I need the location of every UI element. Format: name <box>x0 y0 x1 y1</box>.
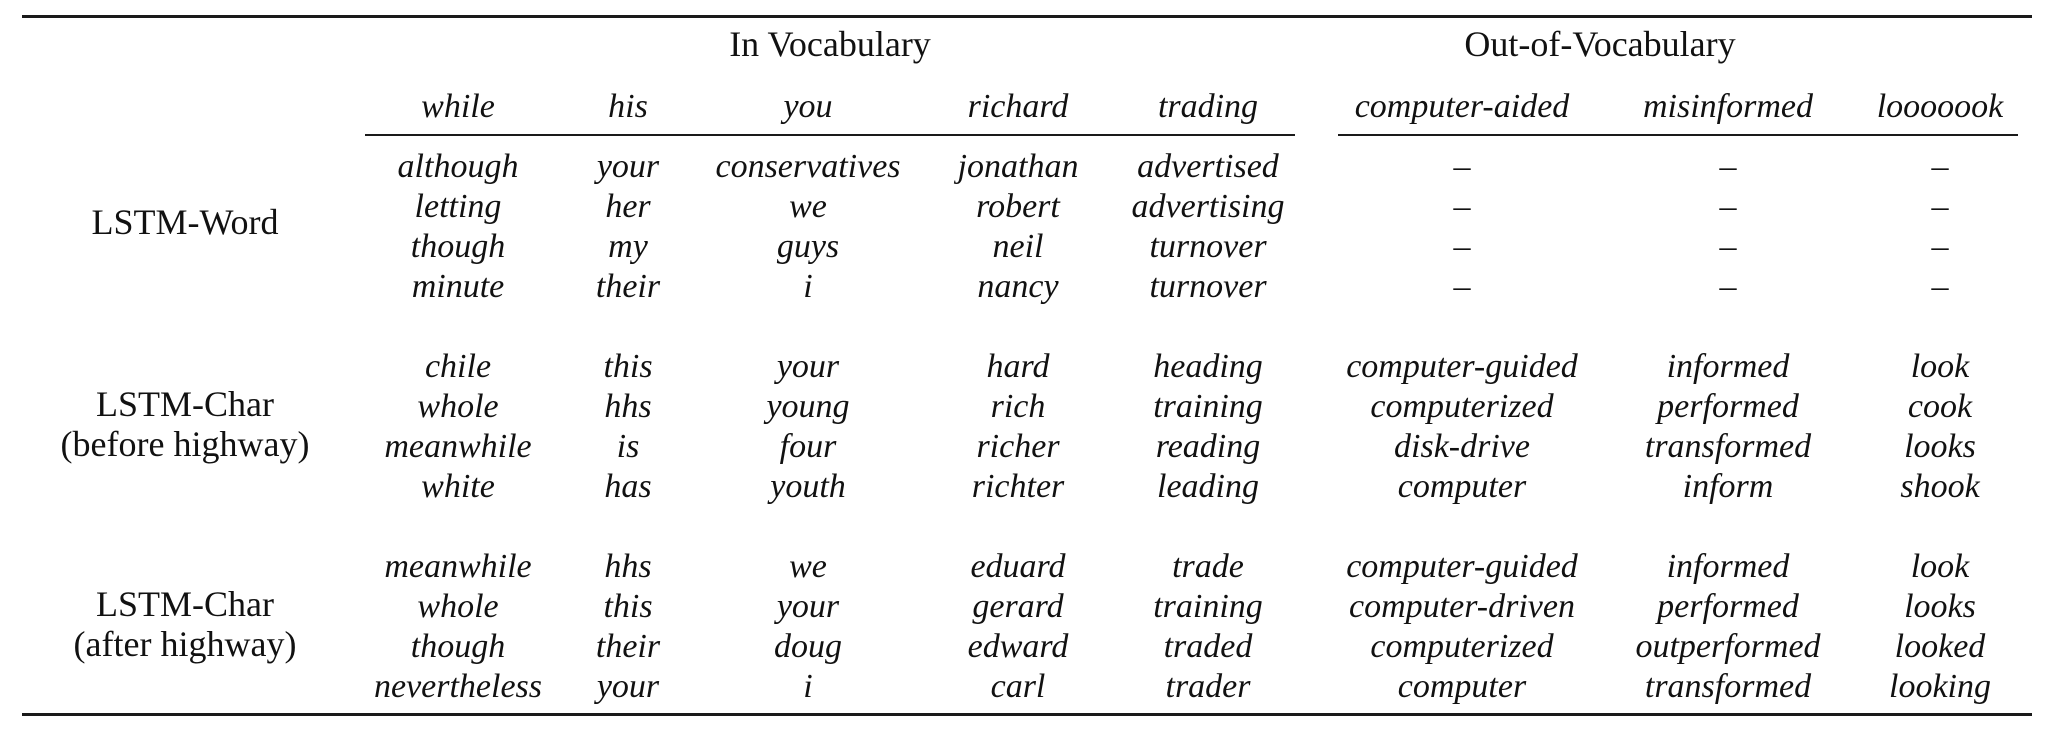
neighbor-word: – <box>1931 148 1949 185</box>
neighbor-word: disk-drive <box>1394 428 1530 465</box>
neighbor-word: my <box>608 228 648 265</box>
column-header: while <box>421 88 495 125</box>
neighbor-word: traded <box>1163 628 1253 665</box>
neighbor-word: computerized <box>1370 388 1554 425</box>
neighbor-word: minute <box>411 268 505 305</box>
neighbor-word: edward <box>967 628 1069 665</box>
neighbor-word: meanwhile <box>384 548 532 585</box>
neighbor-word: computer-driven <box>1349 588 1575 625</box>
neighbor-word: your <box>596 668 660 705</box>
neighbor-word: is <box>616 428 640 465</box>
neighbor-word: reading <box>1155 428 1261 465</box>
neighbor-word: – <box>1453 268 1471 305</box>
neighbor-word: computer-guided <box>1346 548 1578 585</box>
neighbor-word: trader <box>1165 668 1251 705</box>
neighbor-word: your <box>776 588 840 625</box>
neighbor-word: their <box>595 628 661 665</box>
neighbor-word: informed <box>1666 548 1790 585</box>
neighbor-word: conservatives <box>715 148 901 185</box>
neighbor-word: hard <box>986 348 1050 385</box>
neighbor-word: look <box>1910 548 1970 585</box>
neighbor-word: we <box>789 548 827 585</box>
in-vocabulary-rule <box>365 134 1295 136</box>
row-label-line: (before highway) <box>60 424 310 464</box>
neighbor-word: looks <box>1904 588 1976 625</box>
neighbor-word: guys <box>776 228 840 265</box>
neighbor-word: outperformed <box>1635 628 1821 665</box>
bottom-rule <box>22 713 2032 716</box>
neighbor-word: computer-guided <box>1346 348 1578 385</box>
neighbor-word: computer <box>1397 468 1527 505</box>
row-label-line: LSTM-Word <box>91 202 279 242</box>
column-header: trading <box>1157 88 1259 125</box>
oov-rule <box>1338 134 2018 136</box>
neighbor-word: turnover <box>1149 228 1267 265</box>
neighbor-word: eduard <box>970 548 1066 585</box>
neighbor-word: though <box>410 228 506 265</box>
neighbor-word: carl <box>990 668 1046 705</box>
column-group-header: Out-of-Vocabulary <box>1464 24 1736 64</box>
neighbor-word: – <box>1931 228 1949 265</box>
neighbor-word: advertising <box>1131 188 1285 225</box>
neighbor-word: we <box>789 188 827 225</box>
neighbor-word: hhs <box>604 548 652 585</box>
top-rule <box>22 15 2032 18</box>
neighbor-word: youth <box>770 468 846 505</box>
neighbor-word: richer <box>976 428 1060 465</box>
row-label <box>30 202 340 242</box>
neighbor-word: whole <box>417 588 499 625</box>
neighbor-word: trade <box>1172 548 1244 585</box>
neighbor-word: whole <box>417 388 499 425</box>
neighbor-word: gerard <box>972 588 1064 625</box>
neighbor-word: cook <box>1907 388 1973 425</box>
neighbor-word: – <box>1453 228 1471 265</box>
neighbor-word: advertised <box>1137 148 1279 185</box>
neighbor-word: rich <box>990 388 1046 425</box>
neighbor-word: their <box>595 268 661 305</box>
neighbor-word: – <box>1453 188 1471 225</box>
column-header: his <box>608 88 648 125</box>
neighbor-word: doug <box>774 628 842 665</box>
neighbor-word: – <box>1719 268 1737 305</box>
row-label-line: LSTM-Char <box>96 384 274 424</box>
neighbor-word: white <box>421 468 495 505</box>
neighbor-word: look <box>1910 348 1970 385</box>
neighbor-word: – <box>1719 188 1737 225</box>
neighbor-word: looking <box>1889 668 1991 705</box>
neighbor-word: – <box>1931 188 1949 225</box>
neighbor-word: heading <box>1153 348 1263 385</box>
neighbor-word: hhs <box>604 388 652 425</box>
neighbor-word: robert <box>976 188 1060 225</box>
column-header: richard <box>967 88 1069 125</box>
neighbor-word: – <box>1453 148 1471 185</box>
neighbor-word: turnover <box>1149 268 1267 305</box>
row-label-line: (after highway) <box>73 624 297 664</box>
neighbor-word: her <box>605 188 651 225</box>
neighbor-word: this <box>603 348 653 385</box>
neighbor-word: nancy <box>977 268 1059 305</box>
neighbor-word: chile <box>424 348 492 385</box>
row-label <box>30 384 340 464</box>
column-header: computer-aided <box>1354 88 1570 125</box>
neighbor-word: computerized <box>1370 628 1554 665</box>
neighbor-word: jonathan <box>957 148 1079 185</box>
neighbor-word: leading <box>1157 468 1259 505</box>
neighbor-word: – <box>1719 148 1737 185</box>
neighbor-word: looks <box>1904 428 1976 465</box>
neighbor-word: though <box>410 628 506 665</box>
neighbor-word: – <box>1719 228 1737 265</box>
row-label <box>30 584 340 664</box>
neighbor-word: meanwhile <box>384 428 532 465</box>
row-label-line: LSTM-Char <box>96 584 274 624</box>
column-header: misinformed <box>1643 88 1813 125</box>
neighbor-word: i <box>803 268 813 305</box>
neighbor-word: has <box>604 468 652 505</box>
neighbor-word: performed <box>1657 388 1799 425</box>
neighbor-word: performed <box>1657 588 1799 625</box>
neighbor-word: – <box>1931 268 1949 305</box>
neighbor-word: this <box>603 588 653 625</box>
neighbor-word: training <box>1153 588 1263 625</box>
neighbor-word: young <box>766 388 850 425</box>
column-header: you <box>783 88 833 125</box>
neighbor-word: computer <box>1397 668 1527 705</box>
neighbor-word: four <box>779 428 837 465</box>
column-header: looooook <box>1876 88 2004 125</box>
column-group-header: In Vocabulary <box>729 24 931 64</box>
neighbor-word: i <box>803 668 813 705</box>
neighbor-word: shook <box>1900 468 1980 505</box>
neighbor-word: your <box>596 148 660 185</box>
neighbor-word: looked <box>1894 628 1986 665</box>
neighbor-word: richter <box>971 468 1065 505</box>
neighbor-word: transformed <box>1644 428 1812 465</box>
neighbor-word: nevertheless <box>373 668 543 705</box>
neighbor-word: informed <box>1666 348 1790 385</box>
neighbor-word: letting <box>414 188 502 225</box>
neighbor-word: neil <box>992 228 1044 265</box>
neighbor-word: training <box>1153 388 1263 425</box>
neighbor-word: inform <box>1682 468 1774 505</box>
neighbor-word: transformed <box>1644 668 1812 705</box>
neighbor-word: although <box>397 148 519 185</box>
neighbor-word: your <box>776 348 840 385</box>
